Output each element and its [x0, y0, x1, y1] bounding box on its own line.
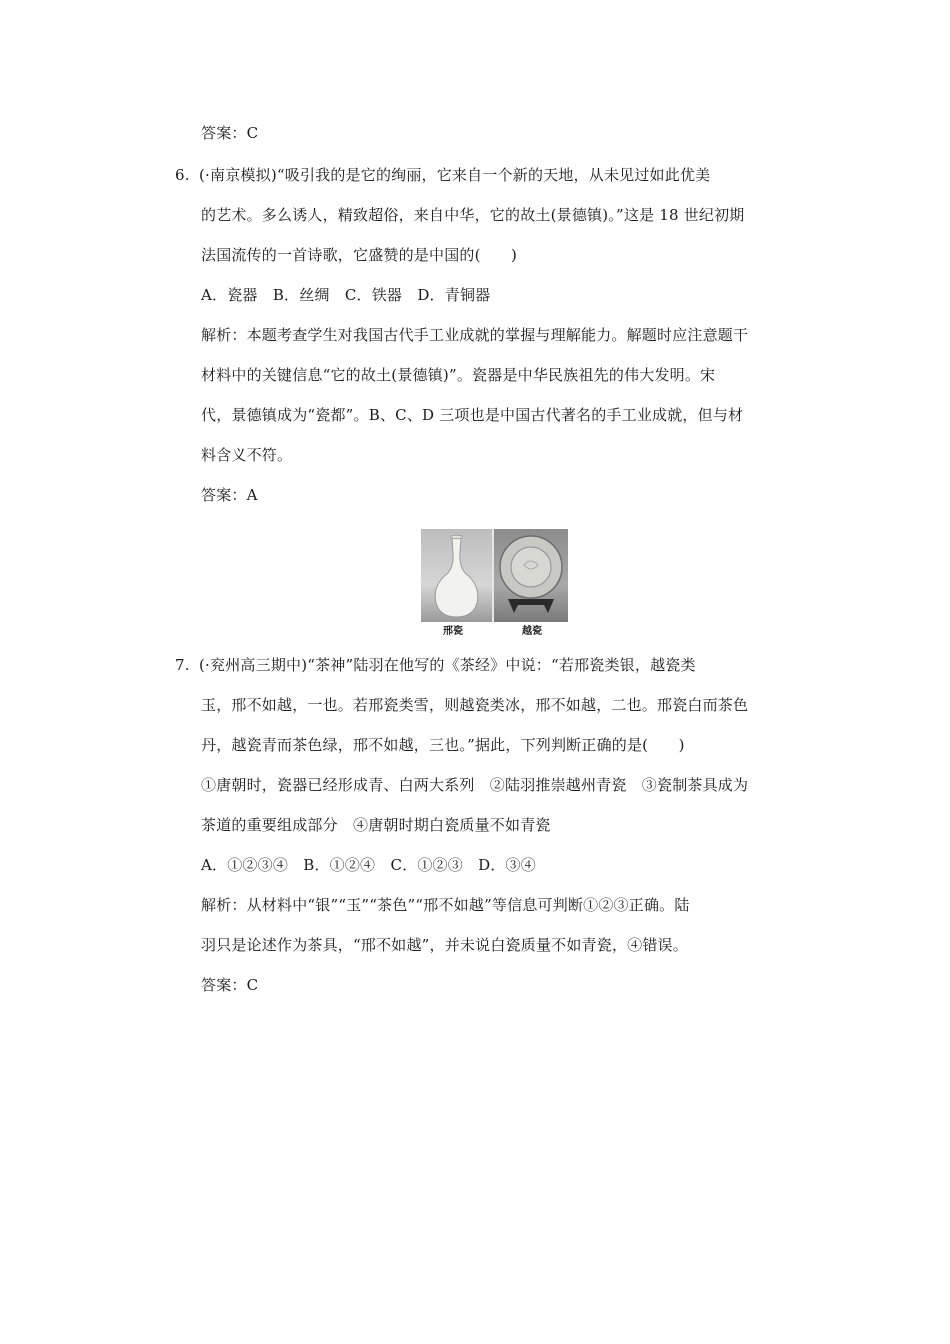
question-6-analysis-1: 解析：本题考查学生对我国古代手工业成就的掌握与理解能力。解题时应注意题干 — [201, 326, 749, 344]
question-7-line-1: (·兖州高三期中)“茶神”陆羽在他写的《茶经》中说：“若邢瓷类银，越瓷类 — [199, 656, 696, 674]
figure-caption-right: 越瓷 — [522, 626, 542, 637]
question-7-line-2: 玉，邢不如越，一也。若邢瓷类雪，则越瓷类冰，邢不如越，二也。邢瓷白而茶色 — [201, 696, 749, 714]
question-6-line-1: (·南京模拟)“吸引我的是它的绚丽，它来自一个新的天地，从未见过如此优美 — [199, 166, 711, 184]
plate-icon — [494, 529, 568, 622]
question-7-answer: 答案：C — [201, 976, 259, 994]
question-6-line-2: 的艺术。多么诱人，精致超俗，来自中华，它的故土(景德镇)。”这是 18 世纪初期 — [201, 206, 745, 224]
question-7-analysis-1: 解析：从材料中“银”“玉”“茶色”“邢不如越”等信息可判断①②③正确。陆 — [201, 896, 690, 914]
xing-porcelain-photo — [421, 529, 492, 622]
question-6-number: 6. — [175, 166, 190, 184]
question-7-number: 7. — [175, 656, 190, 674]
yue-porcelain-photo — [494, 529, 568, 622]
answer-previous: 答案：C — [201, 124, 259, 142]
question-6-answer: 答案：A — [201, 486, 258, 504]
question-7-line-5: 茶道的重要组成部分 ④唐朝时期白瓷质量不如青瓷 — [201, 816, 551, 834]
question-7-analysis-2: 羽只是论述作为茶具，“邢不如越”，并未说白瓷质量不如青瓷，④错误。 — [201, 936, 688, 954]
question-6-analysis-4: 料含义不符。 — [201, 446, 293, 464]
question-7-options: A．①②③④ B．①②④ C．①②③ D．③④ — [201, 856, 536, 874]
question-7-line-3: 丹，越瓷青而茶色绿，邢不如越，三也。”据此，下列判断正确的是( ) — [201, 736, 685, 754]
question-7-line-4: ①唐朝时，瓷器已经形成青、白两大系列 ②陆羽推崇越州青瓷 ③瓷制茶具成为 — [201, 776, 749, 794]
question-6-analysis-2: 材料中的关键信息“它的故土(景德镇)”。瓷器是中华民族祖先的伟大发明。宋 — [201, 366, 716, 384]
question-6-options: A．瓷器 B．丝绸 C．铁器 D．青铜器 — [201, 286, 491, 304]
figure-caption-left: 邢瓷 — [443, 626, 463, 637]
vase-icon — [421, 529, 492, 622]
porcelain-figure — [421, 529, 568, 622]
question-6-analysis-3: 代，景德镇成为“瓷都”。B、C、D 三项也是中国古代著名的手工业成就，但与材 — [201, 406, 744, 424]
question-6-line-3: 法国流传的一首诗歌，它盛赞的是中国的( ) — [201, 246, 518, 264]
